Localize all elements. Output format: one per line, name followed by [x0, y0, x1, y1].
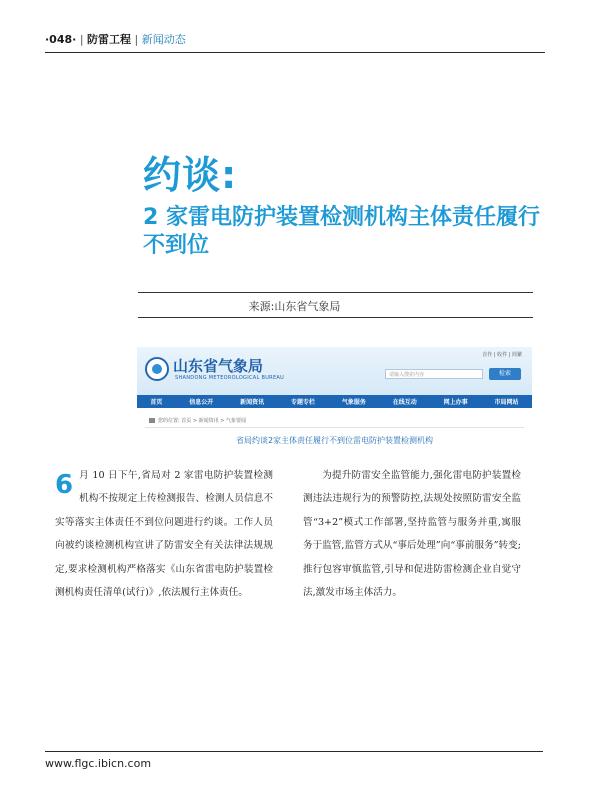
article-title: 约谈:	[143, 153, 238, 197]
website-banner	[137, 347, 532, 395]
header-separator-2: |	[134, 33, 139, 46]
website-top-links: 首作 | 收件 | 简繁	[482, 352, 522, 358]
website-name-en: SHANDONG METEOROLOGICAL BUREAU	[175, 375, 285, 381]
website-name: 山东省气象局	[173, 357, 264, 375]
website-nav-item: 首页	[150, 399, 163, 406]
header-text	[45, 33, 186, 47]
website-nav-item: 专题专栏	[291, 399, 316, 406]
website-nav-item: 在线互动	[392, 399, 417, 406]
website-article-headline: 省局约谈2家主体责任履行不到位雷电防护装置检测机构	[235, 436, 434, 445]
home-icon	[149, 418, 155, 423]
header-rule	[45, 52, 545, 53]
page-header	[45, 30, 545, 54]
website-screenshot	[137, 347, 532, 457]
website-search-input: 请输入搜索内容	[385, 369, 483, 379]
website-nav	[137, 395, 532, 408]
body-paragraph-right: 为提升防雷安全监管能力,强化雷电防护装置检测违法违规行为的预警防控,法规处按照防雷安全监管“3+2”模式工作部署,坚持监管与服务并重,寓服务于监管,监管方式从“事后处理”向“事前服务”转变;推行包容审慎监管,引导和促进防雷检测企业自觉守法,激发市场主体活力。	[303, 470, 521, 599]
article-subtitle: 2 家雷电防护装置检测机构主体责任履行不到位	[143, 205, 540, 258]
header-section: 防雷工程	[87, 33, 132, 46]
drop-cap: 6	[55, 470, 74, 500]
website-nav-item: 气象服务	[341, 399, 366, 406]
body-column-left	[55, 464, 273, 604]
body-paragraph-left: 月 10 日下午,省局对 2 家雷电防护装置检测机构不按规定上传检测报告、检测人员信息不实等落实主体责任不到位问题进行约谈。工作人员向被约谈检测机构宣讲了防雷安全有关法律法规规定,要求检测机构严格落实《山东省雷电防护装置检测机构责任清单(试行)》,依法履行主体责任。	[55, 470, 273, 599]
footer-url: www.flgc.ibicn.com	[45, 757, 152, 770]
website-nav-item: 网上办事	[443, 399, 468, 406]
header-category: 新闻动态	[141, 33, 186, 46]
footer-rule	[45, 751, 543, 752]
source-divider-top	[138, 292, 533, 293]
website-nav-item: 市局网站	[494, 399, 519, 406]
website-nav-item: 信息公开	[189, 399, 214, 406]
website-divider	[145, 427, 524, 428]
article-source: 来源:山东省气象局	[248, 300, 341, 313]
website-nav-item: 新闻资讯	[240, 399, 265, 406]
source-divider-bottom	[138, 317, 533, 318]
page-number: ·048·	[45, 33, 77, 46]
website-search-button: 检索	[489, 368, 521, 380]
header-separator: |	[79, 33, 84, 46]
weather-bureau-logo-icon	[145, 357, 169, 381]
breadcrumb-text: 您的位置: 首页 > 新闻资讯 > 气象要闻	[158, 418, 247, 424]
body-column-right	[303, 464, 521, 604]
website-breadcrumb	[149, 417, 246, 424]
